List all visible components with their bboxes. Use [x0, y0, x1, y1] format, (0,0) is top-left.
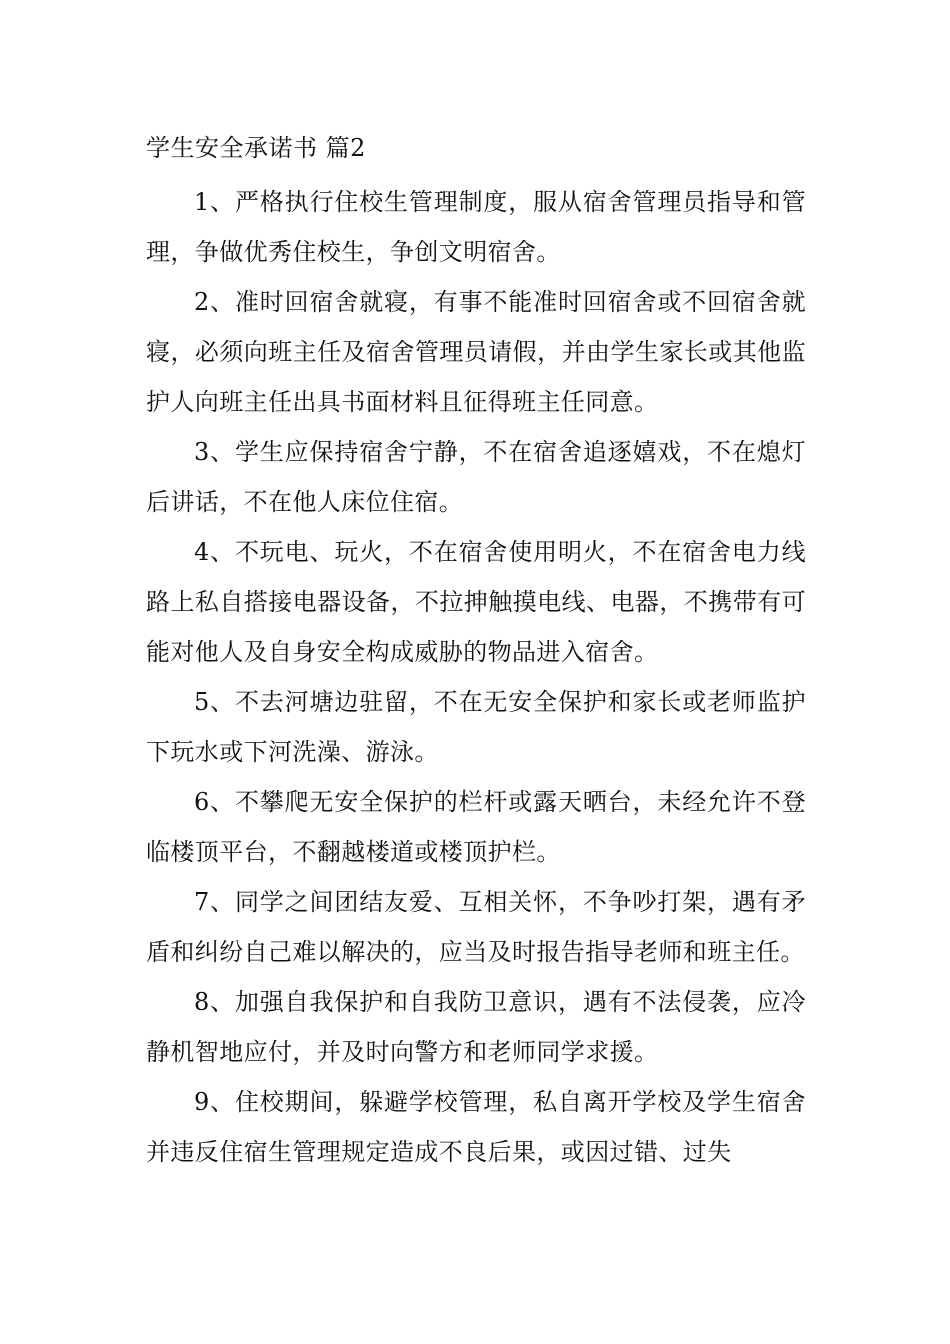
paragraph-3: 3、学生应保持宿舍宁静，不在宿舍追逐嬉戏，不在熄灯后讲话，不在他人床位住宿。	[146, 438, 806, 516]
paragraph-6: 6、不攀爬无安全保护的栏杆或露天晒台，未经允许不登临楼顶平台，不翻越楼道或楼顶护栏。	[146, 788, 806, 866]
paragraph-2: 2、准时回宿舍就寝，有事不能准时回宿舍或不回宿舍就寝，必须向班主任及宿舍管理员请假，并由学生家长或其他监护人向班主任出具书面材料且征得班主任同意。	[146, 288, 806, 416]
paragraph-7: 7、同学之间团结友爱、互相关怀，不争吵打架，遇有矛盾和纠纷自己难以解决的，应当及时报告指导老师和班主任。	[146, 888, 806, 966]
paragraph-4: 4、不玩电、玩火，不在宿舍使用明火，不在宿舍电力线路上私自搭接电器设备，不拉抻触摸电线、电器，不携带有可能对他人及自身安全构成威胁的物品进入宿舍。	[146, 538, 806, 666]
paragraph-1: 1、严格执行住校生管理制度，服从宿舍管理员指导和管理，争做优秀住校生，争创文明宿舍。	[146, 188, 806, 266]
document-title: 学生安全承诺书 篇2	[146, 134, 366, 162]
document-page	[146, 128, 806, 1177]
paragraph-5: 5、不去河塘边驻留，不在无安全保护和家长或老师监护下玩水或下河洗澡、游泳。	[146, 688, 806, 766]
paragraph-9: 9、住校期间，躲避学校管理，私自离开学校及学生宿舍并违反住宿生管理规定造成不良后果，或因过错、过失	[146, 1088, 806, 1166]
paragraph-8: 8、加强自我保护和自我防卫意识，遇有不法侵袭，应冷静机智地应付，并及时向警方和老师同学求援。	[146, 988, 806, 1066]
